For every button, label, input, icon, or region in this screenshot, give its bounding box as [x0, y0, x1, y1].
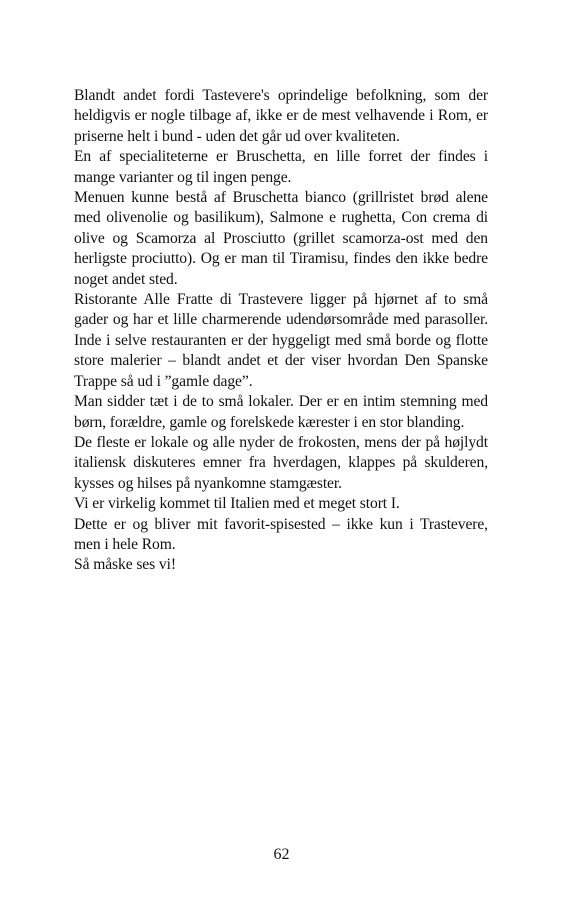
paragraph-6: De fleste er lokale og alle nyder de frokosten, mens der på højlydt italiensk diskuteres emner fra hverdagen, klappes på skulderen, kysses og hilses på nyankomne stamgæster.: [74, 433, 488, 492]
paragraph-3: Menuen kunne bestå af Bruschetta bianco (grillristet brød alene med olivenolie og basilikum), Salmone e rughetta, Con crema di olive og Scamorza al Prosciutto (grillet scamorza-ost med den herligste prociutto). Og er man til Tiramisu, findes den ikke bedre noget andet sted.: [74, 189, 488, 288]
paragraph-7: Vi er virkelig kommet til Italien med et meget stort I.: [74, 495, 400, 513]
paragraph-5: Man sidder tæt i de to små lokaler. Der er en intim stemning med børn, forældre, gamle og forelskede kærester i en stor blanding.: [74, 393, 488, 431]
body-text: [74, 86, 488, 576]
paragraph-1: Blandt andet fordi Tastevere's oprindelige befolkning, som der heldigvis er nogle tilbage af, ikke er de mest velhavende i Rom, er priserne helt i bund - uden det går ud over kvaliteten.: [74, 87, 488, 145]
paragraph-4: Ristorante Alle Fratte di Trastevere ligger på hjørnet af to små gader og har et lille charmerende udendørsområde med parasoller. Inde i selve restauranten er der hyggeligt med små borde og flotte store malerier – blandt andet et der viser hvordan Den Spanske Trappe så ud i ”gamle dage”.: [74, 291, 488, 390]
paragraph-9: Så måske ses vi!: [74, 556, 176, 574]
paragraph-8: Dette er og bliver mit favorit-spisested – ikke kun i Trastevere, men i hele Rom.: [74, 515, 488, 553]
page-number: 62: [273, 846, 290, 863]
paragraph-2: En af specialiteterne er Bruschetta, en lille forret der findes i mange varianter og til ingen penge.: [74, 148, 488, 186]
